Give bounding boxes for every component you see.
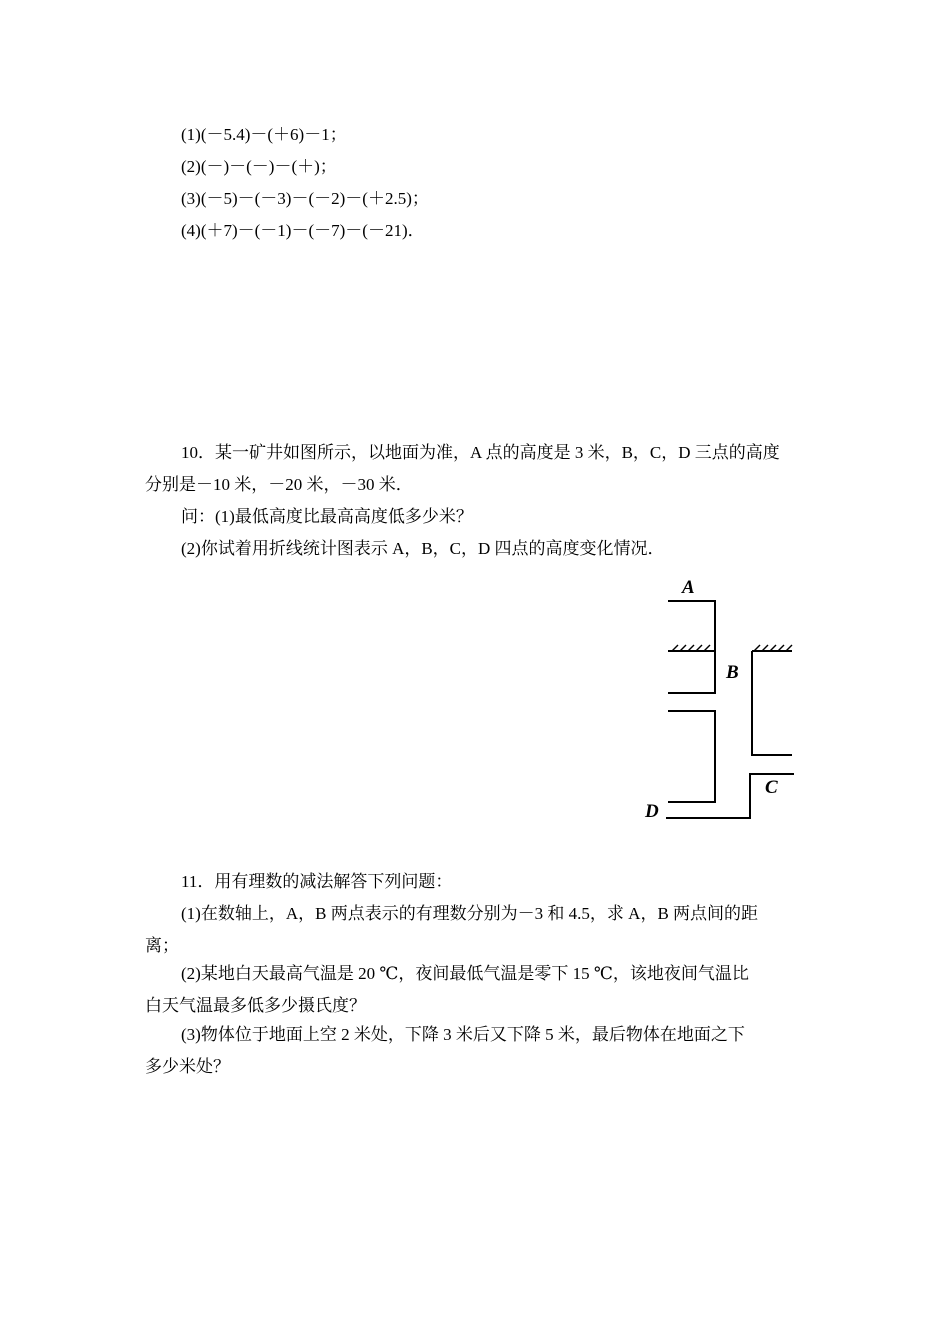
q11-part-3-line-1: (3)物体位于地面上空 2 米处，下降 3 米后又下降 5 米，最后物体在地面之下	[181, 1025, 745, 1044]
mine-shaft-diagram	[640, 572, 820, 832]
q10-sub-question-2: (2)你试着用折线统计图表示 A，B，C，D 四点的高度变化情况．	[181, 539, 665, 558]
q11-part-3-line-2: 多少米处？	[145, 1057, 230, 1076]
q11-part-1-line-2: 离；	[145, 936, 179, 955]
shaft-right-upper	[752, 651, 792, 755]
q9-item-1: (1)(－5.4)－(＋6)－1；	[181, 125, 347, 144]
q10-stem-line-1: 10．某一矿井如图所示，以地面为准，A 点的高度是 3 米，B，C，D 三点的高度	[181, 443, 780, 462]
q9-item-3: (3)(－5)－(－3)－(－2)－(＋2.5)；	[181, 189, 429, 208]
label-b: B	[726, 662, 739, 683]
q10-stem-line-2: 分别是－10 米，－20 米，－30 米．	[145, 475, 413, 494]
q9-item-4: (4)(＋7)－(－1)－(－7)－(－21)．	[181, 221, 425, 240]
label-d: D	[645, 801, 659, 822]
q9-item-2: (2)(－)－(－)－(＋)；	[181, 157, 337, 176]
mine-shaft-figure	[640, 572, 820, 832]
q11-title: 11．用有理数的减法解答下列问题：	[181, 872, 453, 891]
q10-sub-question-1: 问：(1)最低高度比最高高度低多少米？	[181, 507, 473, 526]
shaft-lower-left	[668, 711, 715, 802]
q11-part-2-line-1: (2)某地白天最高气温是 20 ℃，夜间最低气温是零下 15 ℃，该地夜间气温比	[181, 964, 749, 983]
q11-part-1-line-1: (1)在数轴上，A，B 两点表示的有理数分别为－3 和 4.5，求 A，B 两点间的距	[181, 904, 759, 923]
label-c: C	[765, 777, 778, 798]
q11-part-2-line-2: 白天气温最多低多少摄氏度？	[145, 996, 366, 1015]
label-a: A	[682, 577, 695, 598]
